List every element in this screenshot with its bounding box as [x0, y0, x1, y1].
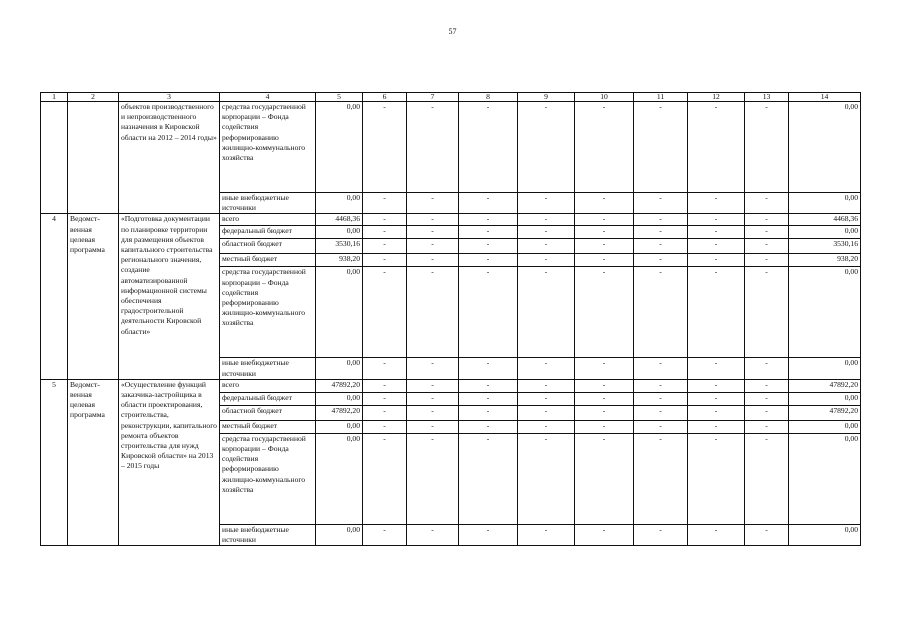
value-cell: 0,00 [316, 524, 363, 545]
program-type: Ведомст-венная целевая программа [68, 214, 119, 379]
program-name: «Подготовка документации по планировке территории для размещения объектов капитального строительства регионального значения, создание автоматизированной информационной системы обеспечения градостроительной деятельности Кировской области» [119, 214, 220, 379]
dash-cell: - [363, 254, 407, 267]
dash-cell: - [745, 214, 789, 226]
dash-cell: - [518, 239, 575, 254]
value-cell: 3530,16 [789, 239, 861, 254]
col-header: 12 [688, 93, 745, 102]
dash-cell: - [459, 405, 518, 420]
dash-cell: - [407, 254, 459, 267]
col-header: 4 [220, 93, 316, 102]
value-cell: 47892,20 [316, 405, 363, 420]
dash-cell: - [688, 102, 745, 193]
dash-cell: - [407, 358, 459, 379]
page-number: 57 [448, 27, 457, 36]
budget-table [40, 92, 861, 546]
dash-cell: - [363, 214, 407, 226]
dash-cell: - [407, 239, 459, 254]
dash-cell: - [459, 267, 518, 358]
dash-cell: - [407, 392, 459, 405]
dash-cell: - [745, 254, 789, 267]
dash-cell: - [363, 102, 407, 193]
header-row [41, 93, 861, 102]
program-name: «Осуществление функций заказчика-застройщика в области проектирования, строительства, реконструкции, капитального ремонта объектов строительства для нужд Кировской области» на 2013 – 2015 годы [119, 379, 220, 545]
col-header: 2 [68, 93, 119, 102]
dash-cell: - [634, 254, 688, 267]
row-number: 4 [41, 214, 68, 379]
dash-cell: - [407, 379, 459, 392]
dash-cell: - [518, 267, 575, 358]
dash-cell: - [363, 524, 407, 545]
col-header: 14 [789, 93, 861, 102]
dash-cell: - [363, 420, 407, 433]
table-row [41, 379, 861, 392]
source-label: местный бюджет [220, 420, 316, 433]
dash-cell: - [459, 433, 518, 524]
dash-cell: - [407, 524, 459, 545]
dash-cell: - [518, 193, 575, 214]
col-header: 3 [119, 93, 220, 102]
dash-cell: - [459, 102, 518, 193]
dash-cell: - [575, 524, 634, 545]
value-cell: 0,00 [789, 420, 861, 433]
source-label: средства государственной корпорации – Фонда содействия реформированию жилищно-коммунального хозяйства [220, 267, 316, 358]
dash-cell: - [688, 267, 745, 358]
value-cell: 0,00 [316, 358, 363, 379]
dash-cell: - [459, 392, 518, 405]
dash-cell: - [688, 254, 745, 267]
dash-cell: - [634, 433, 688, 524]
value-cell: 938,20 [316, 254, 363, 267]
program-type: Ведомст-венная целевая программа [68, 379, 119, 545]
dash-cell: - [363, 405, 407, 420]
dash-cell: - [363, 267, 407, 358]
dash-cell: - [407, 405, 459, 420]
dash-cell: - [745, 102, 789, 193]
value-cell: 0,00 [316, 226, 363, 239]
dash-cell: - [518, 524, 575, 545]
dash-cell: - [745, 226, 789, 239]
dash-cell: - [575, 405, 634, 420]
dash-cell: - [575, 214, 634, 226]
dash-cell: - [518, 358, 575, 379]
value-cell: 938,20 [789, 254, 861, 267]
dash-cell: - [363, 226, 407, 239]
source-label: средства государственной корпорации – Фонда содействия реформированию жилищно-коммунального хозяйства [220, 102, 316, 193]
dash-cell: - [518, 405, 575, 420]
dash-cell: - [634, 267, 688, 358]
source-label: областной бюджет [220, 405, 316, 420]
program-name: объектов производственного и непроизводственного назначения в Кировской области на 2012 – 2014 годы» [119, 102, 220, 214]
col-header: 5 [316, 93, 363, 102]
dash-cell: - [688, 524, 745, 545]
dash-cell: - [575, 254, 634, 267]
col-header: 13 [745, 93, 789, 102]
dash-cell: - [518, 226, 575, 239]
program-type [68, 102, 119, 214]
dash-cell: - [518, 102, 575, 193]
value-cell: 0,00 [789, 524, 861, 545]
value-cell: 0,00 [789, 267, 861, 358]
col-header: 9 [518, 93, 575, 102]
dash-cell: - [518, 214, 575, 226]
dash-cell: - [459, 214, 518, 226]
dash-cell: - [745, 524, 789, 545]
source-label: иные внебюджетные источники [220, 358, 316, 379]
dash-cell: - [575, 358, 634, 379]
table-row [41, 214, 861, 226]
dash-cell: - [688, 193, 745, 214]
row-number: 5 [41, 379, 68, 545]
dash-cell: - [363, 358, 407, 379]
dash-cell: - [688, 405, 745, 420]
dash-cell: - [688, 214, 745, 226]
dash-cell: - [688, 226, 745, 239]
value-cell: 0,00 [789, 193, 861, 214]
row-number [41, 102, 68, 214]
value-cell: 0,00 [789, 226, 861, 239]
dash-cell: - [688, 392, 745, 405]
source-label: федеральный бюджет [220, 392, 316, 405]
source-label: местный бюджет [220, 254, 316, 267]
dash-cell: - [363, 379, 407, 392]
dash-cell: - [745, 379, 789, 392]
dash-cell: - [575, 433, 634, 524]
dash-cell: - [688, 358, 745, 379]
dash-cell: - [634, 226, 688, 239]
dash-cell: - [363, 193, 407, 214]
value-cell: 0,00 [316, 102, 363, 193]
source-label: иные внебюджетные источники [220, 193, 316, 214]
dash-cell: - [459, 254, 518, 267]
dash-cell: - [688, 379, 745, 392]
source-label: всего [220, 214, 316, 226]
dash-cell: - [745, 193, 789, 214]
dash-cell: - [745, 267, 789, 358]
dash-cell: - [634, 392, 688, 405]
dash-cell: - [688, 239, 745, 254]
dash-cell: - [745, 392, 789, 405]
dash-cell: - [575, 392, 634, 405]
dash-cell: - [634, 358, 688, 379]
dash-cell: - [459, 239, 518, 254]
dash-cell: - [634, 405, 688, 420]
dash-cell: - [363, 392, 407, 405]
col-header: 7 [407, 93, 459, 102]
dash-cell: - [634, 379, 688, 392]
value-cell: 0,00 [316, 267, 363, 358]
dash-cell: - [518, 254, 575, 267]
dash-cell: - [745, 358, 789, 379]
dash-cell: - [407, 102, 459, 193]
dash-cell: - [459, 379, 518, 392]
source-label: всего [220, 379, 316, 392]
dash-cell: - [575, 193, 634, 214]
dash-cell: - [575, 226, 634, 239]
value-cell: 0,00 [316, 193, 363, 214]
value-cell: 0,00 [316, 420, 363, 433]
value-cell: 0,00 [789, 433, 861, 524]
dash-cell: - [518, 433, 575, 524]
dash-cell: - [575, 379, 634, 392]
dash-cell: - [363, 239, 407, 254]
value-cell: 0,00 [789, 358, 861, 379]
dash-cell: - [634, 239, 688, 254]
dash-cell: - [745, 239, 789, 254]
value-cell: 4468,36 [789, 214, 861, 226]
dash-cell: - [407, 226, 459, 239]
dash-cell: - [688, 420, 745, 433]
dash-cell: - [634, 193, 688, 214]
dash-cell: - [407, 433, 459, 524]
dash-cell: - [459, 226, 518, 239]
dash-cell: - [688, 433, 745, 524]
dash-cell: - [575, 267, 634, 358]
value-cell: 3530,16 [316, 239, 363, 254]
dash-cell: - [518, 392, 575, 405]
dash-cell: - [518, 379, 575, 392]
dash-cell: - [407, 420, 459, 433]
dash-cell: - [745, 420, 789, 433]
dash-cell: - [459, 420, 518, 433]
dash-cell: - [518, 420, 575, 433]
source-label: областной бюджет [220, 239, 316, 254]
value-cell: 0,00 [316, 392, 363, 405]
dash-cell: - [459, 524, 518, 545]
dash-cell: - [575, 102, 634, 193]
value-cell: 47892,20 [316, 379, 363, 392]
col-header: 1 [41, 93, 68, 102]
source-label: средства государственной корпорации – Фонда содействия реформированию жилищно-коммунального хозяйства [220, 433, 316, 524]
table-row [41, 102, 861, 193]
dash-cell: - [634, 524, 688, 545]
dash-cell: - [634, 214, 688, 226]
dash-cell: - [459, 193, 518, 214]
dash-cell: - [407, 214, 459, 226]
col-header: 6 [363, 93, 407, 102]
value-cell: 47892,20 [789, 405, 861, 420]
dash-cell: - [745, 433, 789, 524]
source-label: федеральный бюджет [220, 226, 316, 239]
dash-cell: - [575, 239, 634, 254]
dash-cell: - [575, 420, 634, 433]
dash-cell: - [363, 433, 407, 524]
value-cell: 0,00 [789, 102, 861, 193]
col-header: 10 [575, 93, 634, 102]
col-header: 11 [634, 93, 688, 102]
value-cell: 4468,36 [316, 214, 363, 226]
dash-cell: - [407, 267, 459, 358]
value-cell: 0,00 [316, 433, 363, 524]
dash-cell: - [634, 102, 688, 193]
source-label: иные внебюджетные источники [220, 524, 316, 545]
dash-cell: - [634, 420, 688, 433]
value-cell: 47892,20 [789, 379, 861, 392]
value-cell: 0,00 [789, 392, 861, 405]
dash-cell: - [459, 358, 518, 379]
col-header: 8 [459, 93, 518, 102]
dash-cell: - [745, 405, 789, 420]
dash-cell: - [407, 193, 459, 214]
